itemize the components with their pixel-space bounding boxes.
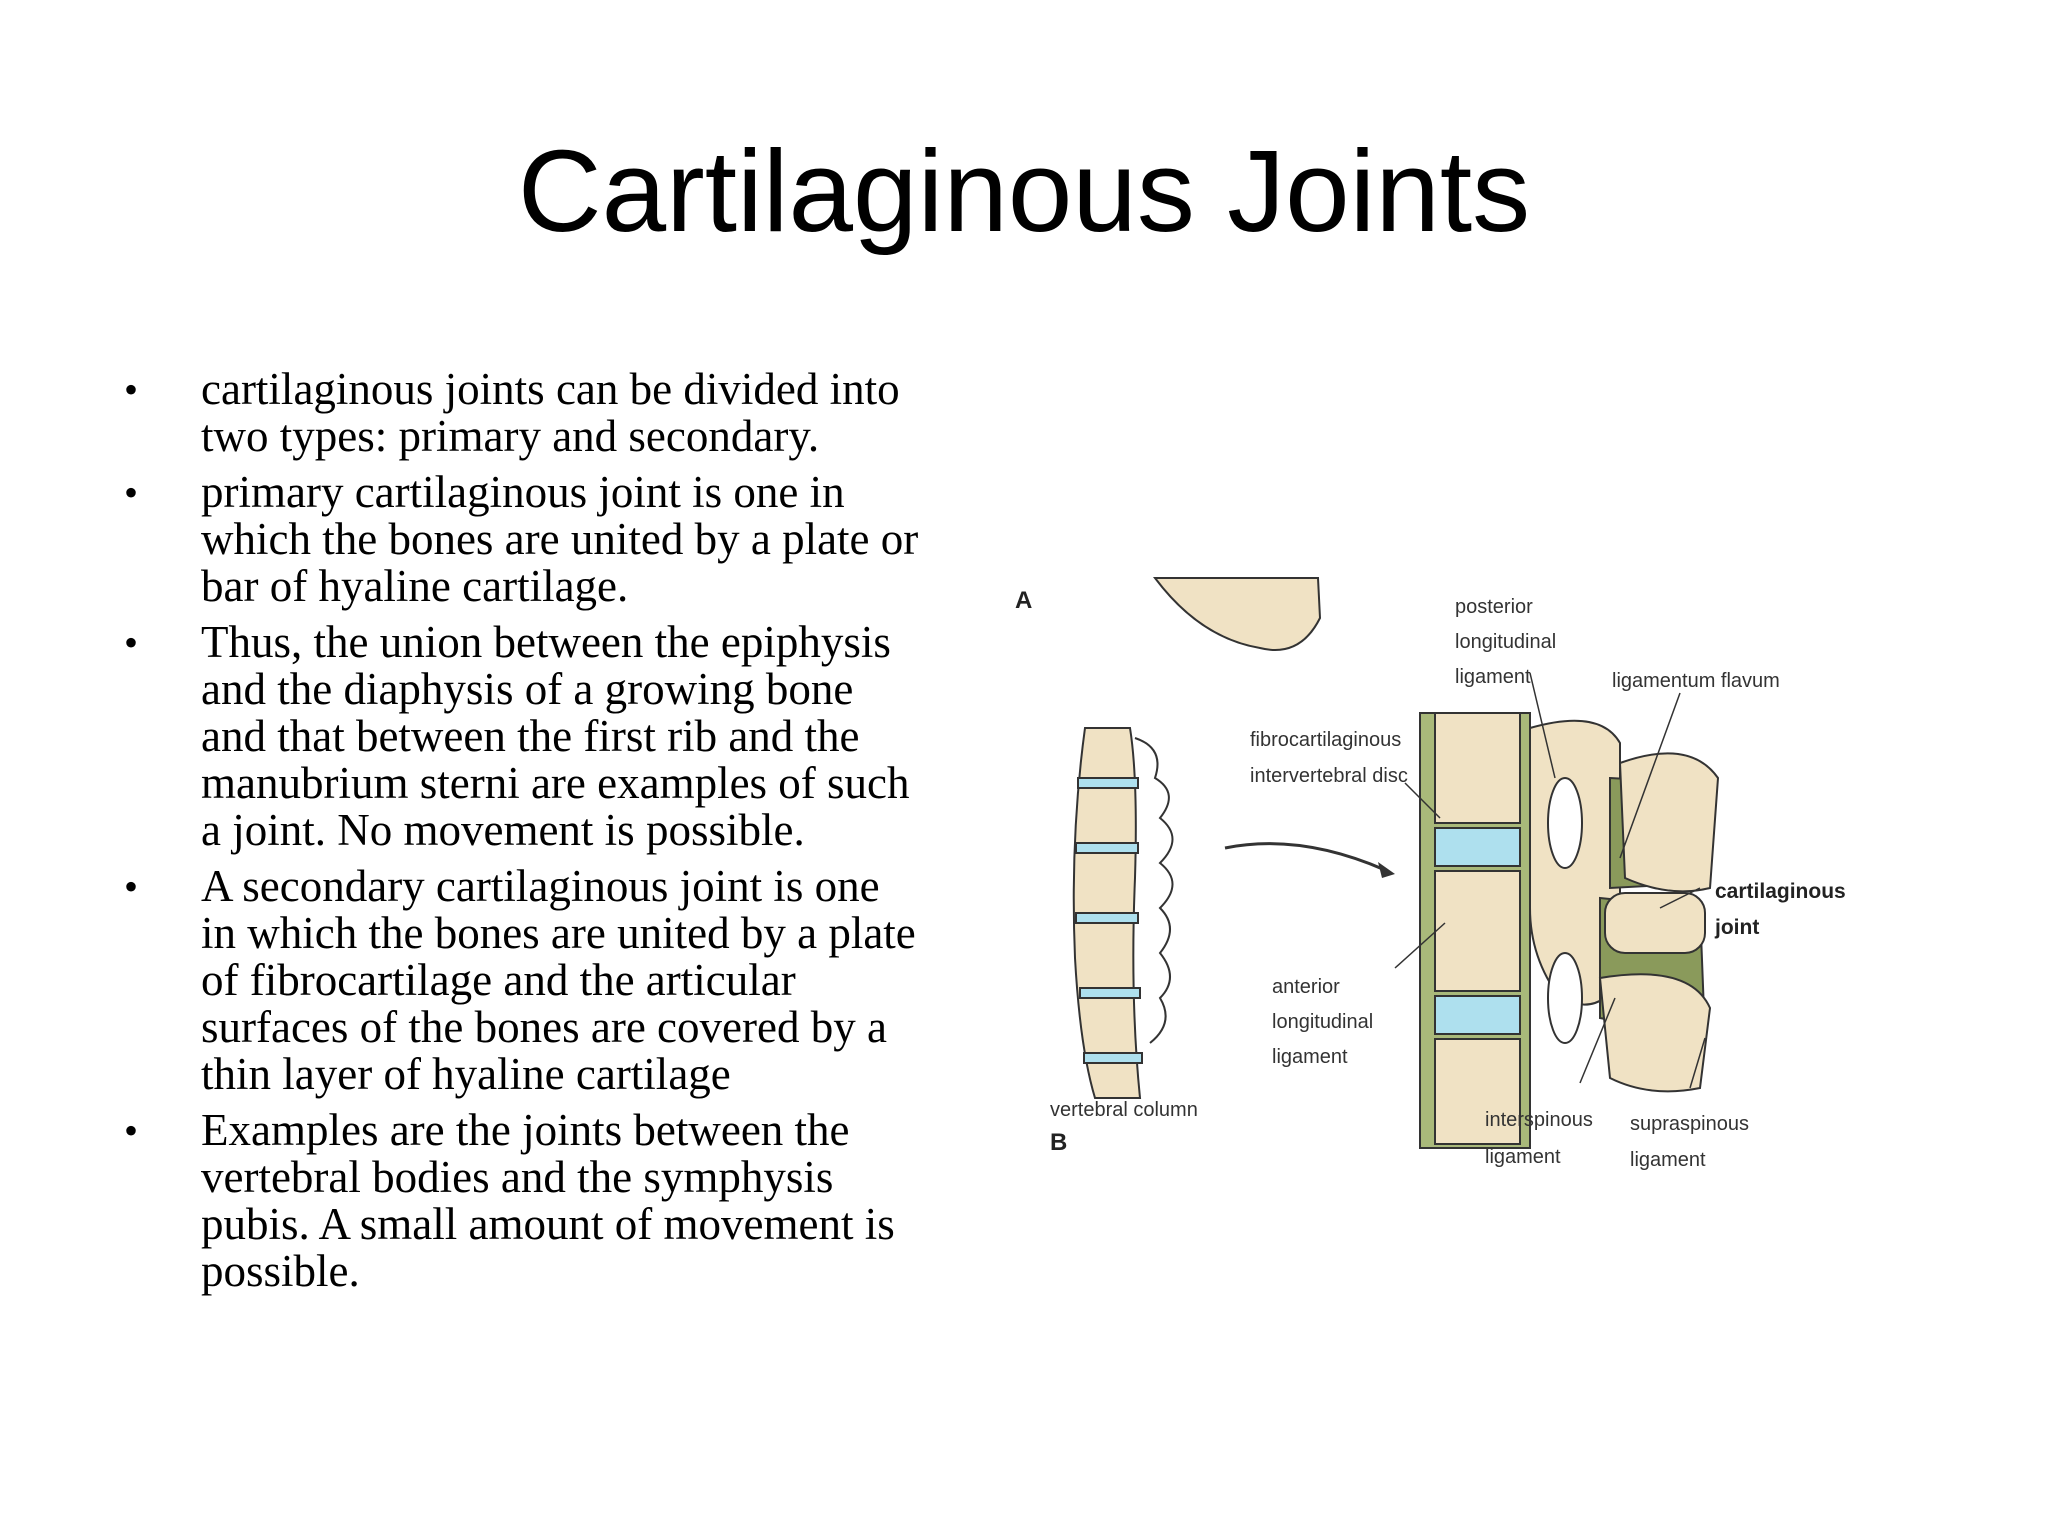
label-vertebral-column: vertebral column	[1050, 1099, 1198, 1121]
label-supraspinous-ligament-1: supraspinous	[1630, 1113, 1749, 1135]
bullet-text: A secondary cartilaginous joint is one in which the bones are united by a plate of fibrocartilage and the articular surfaces of the bones are covered by a thin layer of hyaline cartilage	[201, 861, 916, 1099]
label-anterior-longitudinal-ligament-1: anterior	[1272, 976, 1340, 998]
bullet-icon: •	[124, 470, 139, 515]
spine-illustration	[1000, 578, 1846, 1180]
bullet-icon: •	[124, 864, 139, 909]
bullet-icon: •	[124, 620, 139, 665]
label-anterior-longitudinal-ligament-3: ligament	[1272, 1046, 1348, 1068]
label-interspinous-ligament-1: interspinous	[1485, 1109, 1593, 1131]
spine-segment-detail	[1420, 713, 1718, 1148]
label-fibrocartilaginous-disc-2: intervertebral disc	[1250, 765, 1408, 787]
label-supraspinous-ligament-2: ligament	[1630, 1149, 1706, 1171]
bullet-item	[124, 469, 924, 610]
label-fibrocartilaginous-disc-1: fibrocartilaginous	[1250, 729, 1402, 751]
label-posterior-longitudinal-ligament-3: ligament	[1455, 666, 1531, 688]
bullet-icon: •	[124, 367, 139, 412]
slide-title: Cartilaginous Joints	[517, 126, 1531, 256]
label-cartilaginous-joint-2: joint	[1715, 916, 1760, 939]
panel-label-a: A	[1015, 587, 1033, 614]
label-posterior-longitudinal-ligament-2: longitudinal	[1455, 631, 1557, 653]
label-cartilaginous-joint-1: cartilaginous	[1715, 880, 1846, 903]
arrow	[1225, 844, 1385, 870]
bullet-text: primary cartilaginous joint is one in which the bones are united by a plate or bar of hyaline cartilage.	[201, 467, 919, 611]
spine-diagram	[1000, 578, 1846, 1180]
skull-fragment	[1155, 578, 1320, 650]
bullet-icon: •	[124, 1108, 139, 1153]
bullet-text: Examples are the joints between the vertebral bodies and the symphysis pubis. A small amount of movement is possible.	[201, 1105, 895, 1296]
label-anterior-longitudinal-ligament-2: longitudinal	[1272, 1011, 1374, 1033]
label-interspinous-ligament-2: ligament	[1485, 1146, 1561, 1168]
bullet-text: Thus, the union between the epiphysis and the diaphysis of a growing bone and that between the first rib and the manubrium sterni are examples of such a joint. No movement is possible.	[201, 617, 910, 855]
panel-label-b: B	[1050, 1129, 1068, 1156]
bullet-item	[124, 1107, 924, 1295]
arrow-head	[1378, 862, 1395, 878]
bullet-text: cartilaginous joints can be divided into two types: primary and secondary.	[201, 364, 900, 461]
bullet-item	[124, 863, 924, 1098]
label-ligamentum-flavum: ligamentum flavum	[1612, 670, 1780, 692]
label-posterior-longitudinal-ligament-1: posterior	[1455, 596, 1533, 618]
bullet-list	[124, 366, 924, 1304]
bullet-item	[124, 619, 924, 854]
vertebral-column	[1074, 728, 1173, 1098]
bullet-item	[124, 366, 924, 460]
